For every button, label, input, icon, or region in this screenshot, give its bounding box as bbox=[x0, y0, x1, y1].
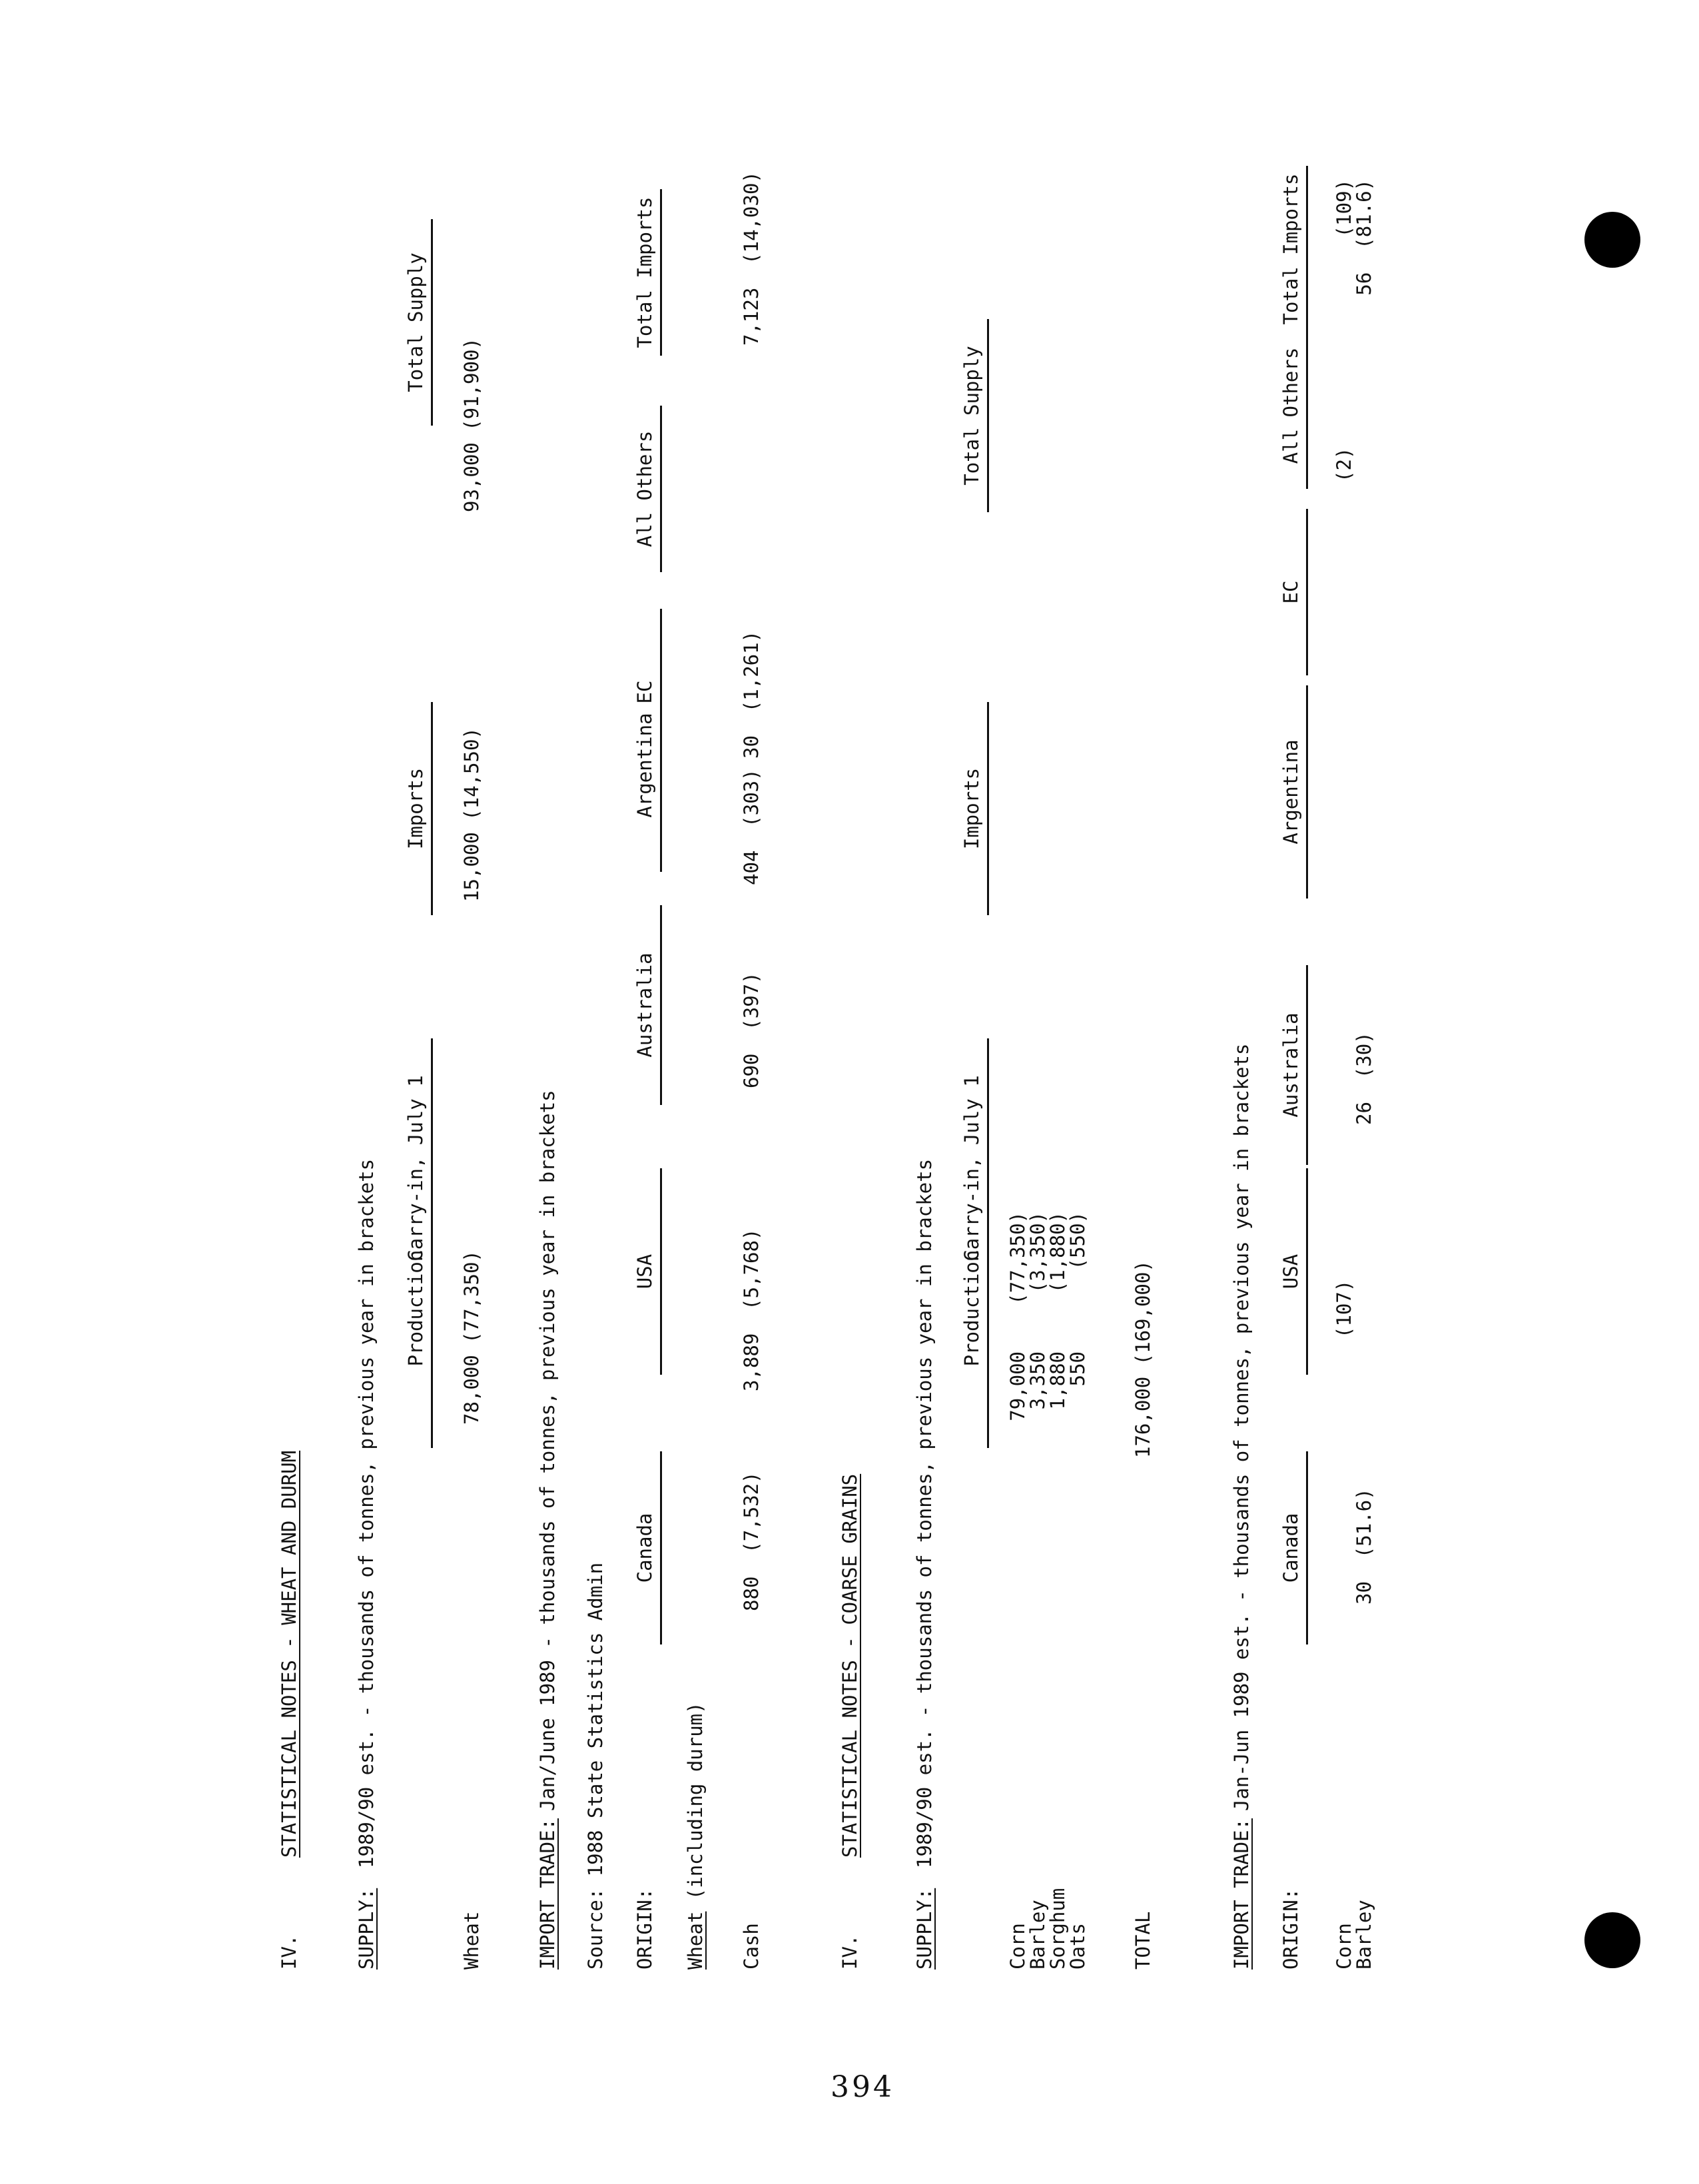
coarse-origin-canada: Canada bbox=[1281, 1451, 1308, 1644]
coarse-import-trade-description: Jan-Jun 1989 est. - thousands of tonnes, previous year in brackets bbox=[1230, 1043, 1253, 1811]
coarse-heading-number: IV. bbox=[839, 1934, 861, 1970]
wheat-cash-total-imports: 7,123 (14,030) bbox=[740, 171, 763, 346]
wheat-section-heading: STATISTICAL NOTES - WHEAT AND DURUM bbox=[278, 1450, 300, 1858]
coarse-total-production: 176,000 (169,000) bbox=[1132, 1260, 1154, 1458]
coarse-trade-usa: (107) bbox=[1333, 1279, 1355, 1338]
wheat-cash-label: Cash bbox=[740, 1923, 763, 1970]
coarse-production-value: 1,880 bbox=[1046, 1351, 1069, 1410]
coarse-origin-australia: Australia bbox=[1281, 965, 1308, 1165]
wheat-header-imports: Imports bbox=[406, 702, 433, 915]
coarse-supply-label: SUPPLY: bbox=[913, 1888, 936, 1970]
wheat-imports-value: 15,000 (14,550) bbox=[460, 727, 483, 902]
coarse-trade-row-label: Corn bbox=[1333, 1923, 1355, 1970]
coarse-header-total-supply: Total Supply bbox=[962, 319, 989, 512]
wheat-supply-row-label: Wheat bbox=[460, 1911, 483, 1970]
wheat-origin-argentina: Argentina bbox=[635, 659, 662, 872]
wheat-cash-australia: 690 (397) bbox=[740, 972, 763, 1088]
coarse-production-prev: (77,350) bbox=[1006, 1212, 1029, 1305]
wheat-subcategory-word: Wheat bbox=[684, 1911, 707, 1970]
wheat-origin-total-imports: Total Imports bbox=[635, 189, 662, 356]
wheat-cash-canada: 880 (7,532) bbox=[740, 1471, 763, 1611]
coarse-trade-total-imports: 56 (81.6) bbox=[1353, 179, 1375, 296]
coarse-production-prev: (3,350) bbox=[1026, 1212, 1049, 1293]
wheat-supply-label: SUPPLY: bbox=[355, 1888, 378, 1970]
coarse-production-value: 550 bbox=[1066, 1351, 1089, 1387]
coarse-trade-row-label: Barley bbox=[1353, 1900, 1375, 1970]
wheat-subcategory-label bbox=[686, 1702, 705, 1970]
coarse-trade-total-imports: (109) bbox=[1333, 179, 1355, 238]
coarse-row-label: Oats bbox=[1066, 1923, 1089, 1970]
wheat-header-production: Production bbox=[406, 1168, 433, 1448]
coarse-row-label: Barley bbox=[1026, 1900, 1049, 1970]
wheat-origin-label: ORIGIN: bbox=[633, 1888, 656, 1970]
coarse-origin-argentina: Argentina bbox=[1281, 685, 1308, 899]
coarse-row-label: Sorghum bbox=[1046, 1888, 1069, 1970]
wheat-subcategory-note: (including durum) bbox=[684, 1702, 707, 1912]
coarse-import-trade-label: IMPORT TRADE: bbox=[1230, 1818, 1253, 1970]
wheat-cash-usa: 3,889 (5,768) bbox=[740, 1228, 763, 1391]
coarse-trade-canada: 30 (51.6) bbox=[1353, 1488, 1375, 1605]
coarse-production-prev: (550) bbox=[1066, 1212, 1089, 1270]
coarse-production-prev: (1,880) bbox=[1046, 1212, 1069, 1293]
coarse-header-carry-in: Carry-in, July 1 bbox=[962, 1038, 989, 1298]
wheat-production-value: 78,000 (77,350) bbox=[460, 1250, 483, 1425]
coarse-origin-total-imports: Total Imports bbox=[1281, 166, 1308, 332]
wheat-heading-number: IV. bbox=[278, 1934, 300, 1970]
wheat-supply-description: 1989/90 est. - thousands of tonnes, previous year in brackets bbox=[355, 1158, 378, 1868]
coarse-trade-all-others: (2) bbox=[1333, 447, 1355, 482]
wheat-origin-all-others: All Others bbox=[635, 406, 662, 572]
coarse-origin-ec: EC bbox=[1281, 509, 1308, 675]
coarse-origin-usa: USA bbox=[1281, 1168, 1308, 1375]
coarse-header-imports: Imports bbox=[962, 702, 989, 915]
coarse-origin-all-others: All Others bbox=[1281, 322, 1308, 489]
wheat-total-supply-value: 93,000 (91,900) bbox=[460, 338, 483, 512]
wheat-cash-argentina: 404 (303) bbox=[740, 769, 763, 885]
wheat-origin-ec: EC bbox=[635, 609, 662, 775]
coarse-production-value: 79,000 bbox=[1006, 1351, 1029, 1421]
wheat-source-note: Source: 1988 State Statistics Admin bbox=[584, 1562, 607, 1970]
coarse-row-label: Corn bbox=[1006, 1923, 1029, 1970]
page-number: 394 bbox=[831, 2070, 894, 2104]
wheat-origin-australia: Australia bbox=[635, 905, 662, 1105]
coarse-trade-australia: 26 (30) bbox=[1353, 1032, 1375, 1125]
coarse-total-label: TOTAL bbox=[1132, 1911, 1154, 1970]
wheat-header-carry-in: Carry-in, July 1 bbox=[406, 1038, 433, 1298]
coarse-origin-label: ORIGIN: bbox=[1279, 1888, 1302, 1970]
coarse-production-value: 3,350 bbox=[1026, 1351, 1049, 1410]
coarse-header-production: Production bbox=[962, 1168, 989, 1448]
wheat-import-trade-label: IMPORT TRADE: bbox=[536, 1818, 559, 1970]
wheat-origin-canada: Canada bbox=[635, 1451, 662, 1644]
wheat-header-total-supply: Total Supply bbox=[406, 219, 433, 426]
wheat-origin-usa: USA bbox=[635, 1168, 662, 1375]
wheat-import-trade-description: Jan/June 1989 - thousands of tonnes, previous year in brackets bbox=[536, 1090, 559, 1811]
coarse-supply-description: 1989/90 est. - thousands of tonnes, previous year in brackets bbox=[913, 1158, 936, 1868]
coarse-section-heading: STATISTICAL NOTES - COARSE GRAINS bbox=[839, 1473, 861, 1858]
wheat-cash-ec: 30 (1,261) bbox=[740, 630, 763, 759]
